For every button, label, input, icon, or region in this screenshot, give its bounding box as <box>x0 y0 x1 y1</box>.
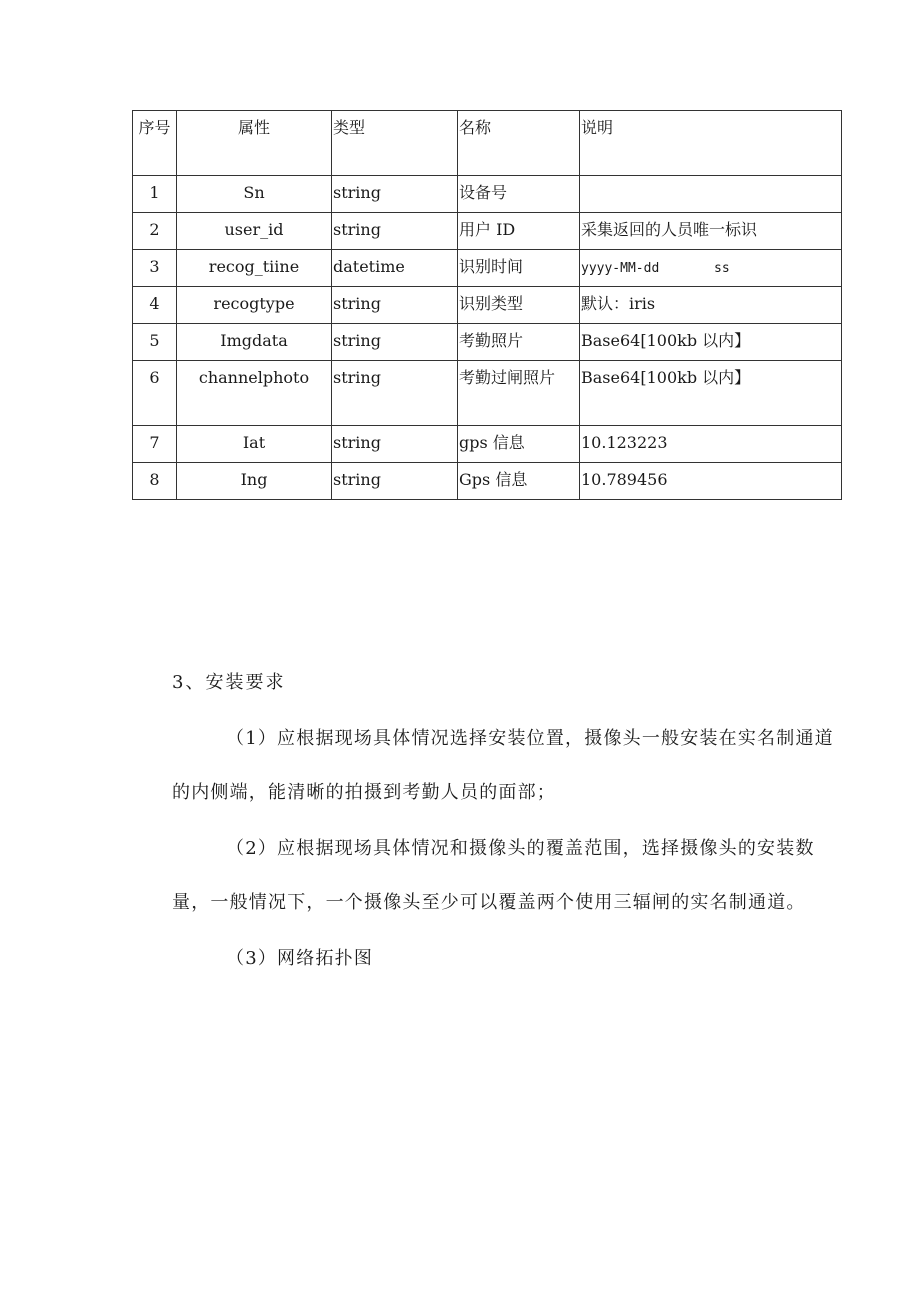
requirement-paragraph-1: （1）应根据现场具体情况选择安装位置，摄像头一般安装在实名制通道的内侧端，能清晰的拍摄到考勤人员的面部； <box>172 728 834 803</box>
cell-attribute: Imgdata <box>177 324 332 361</box>
cell-description: 10.789456 <box>580 463 842 500</box>
cell-attribute: recog_tiine <box>177 250 332 287</box>
header-type: 类型 <box>332 111 458 176</box>
cell-name: 用户 ID <box>458 213 580 250</box>
header-description: 说明 <box>580 111 842 176</box>
cell-name: 设备号 <box>458 176 580 213</box>
table-row <box>133 463 842 500</box>
cell-attribute: recogtype <box>177 287 332 324</box>
table-row <box>133 324 842 361</box>
cell-type: string <box>332 361 458 426</box>
cell-name: gps 信息 <box>458 426 580 463</box>
cell-type: string <box>332 287 458 324</box>
cell-index: 1 <box>133 176 177 213</box>
cell-name: Gps 信息 <box>458 463 580 500</box>
cell-name: 识别时间 <box>458 250 580 287</box>
cell-description <box>580 176 842 213</box>
table-row <box>133 250 842 287</box>
cell-type: string <box>332 426 458 463</box>
table-row <box>133 176 842 213</box>
field-spec-table <box>132 110 842 500</box>
table-row <box>133 361 842 426</box>
cell-description: yyyy-MM-dd ss <box>580 250 842 287</box>
cell-attribute: Sn <box>177 176 332 213</box>
cell-type: datetime <box>332 250 458 287</box>
cell-description: 采集返回的人员唯一标识 <box>580 213 842 250</box>
cell-type: string <box>332 324 458 361</box>
cell-index: 5 <box>133 324 177 361</box>
cell-index: 8 <box>133 463 177 500</box>
cell-type: string <box>332 213 458 250</box>
cell-type: string <box>332 463 458 500</box>
cell-description: Base64[100kb 以内】 <box>580 324 842 361</box>
cell-index: 3 <box>133 250 177 287</box>
cell-attribute: Ing <box>177 463 332 500</box>
section-heading: 3、安装要求 <box>172 672 286 693</box>
table-row <box>133 213 842 250</box>
cell-index: 4 <box>133 287 177 324</box>
cell-index: 7 <box>133 426 177 463</box>
cell-attribute: user_id <box>177 213 332 250</box>
header-index: 序号 <box>133 111 177 176</box>
cell-index: 2 <box>133 213 177 250</box>
cell-name: 识别类型 <box>458 287 580 324</box>
cell-attribute: channelphoto <box>177 361 332 426</box>
cell-description: 默认：iris <box>580 287 842 324</box>
cell-index: 6 <box>133 361 177 426</box>
header-name: 名称 <box>458 111 580 176</box>
requirement-paragraph-2: （2）应根据现场具体情况和摄像头的覆盖范围，选择摄像头的安装数量，一般情况下，一个摄像头至少可以覆盖两个使用三辐闸的实名制通道。 <box>172 838 815 913</box>
cell-type: string <box>332 176 458 213</box>
requirement-paragraph-3: （3）网络拓扑图 <box>226 948 374 969</box>
table-row <box>133 287 842 324</box>
cell-attribute: Iat <box>177 426 332 463</box>
cell-name: 考勤照片 <box>458 324 580 361</box>
table-header-row <box>133 111 842 176</box>
table-row <box>133 426 842 463</box>
cell-description: 10.123223 <box>580 426 842 463</box>
cell-description: Base64[100kb 以内】 <box>580 361 842 426</box>
cell-name: 考勤过闸照片 <box>458 361 580 426</box>
header-attribute: 属性 <box>177 111 332 176</box>
